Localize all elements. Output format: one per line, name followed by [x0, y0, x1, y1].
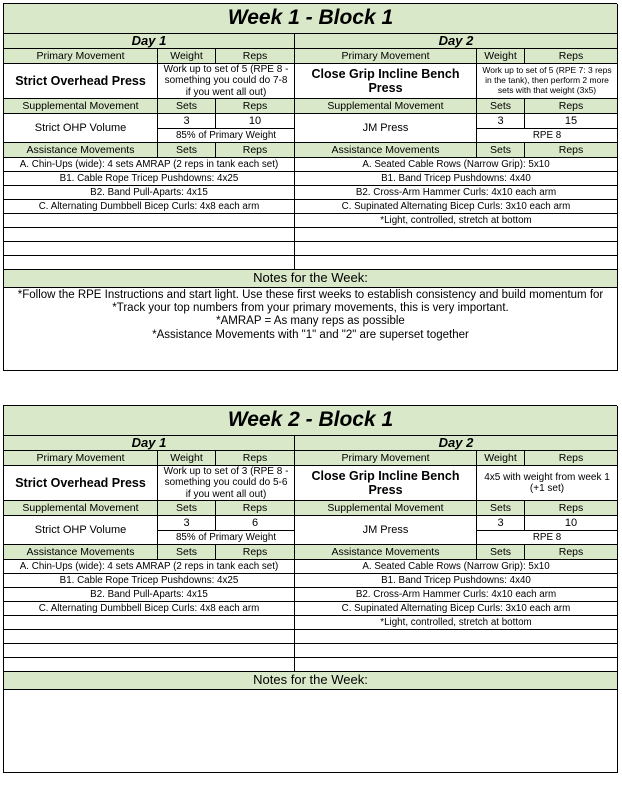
reps-header: Reps [525, 545, 618, 560]
week-title: Week 1 - Block 1 [4, 4, 618, 34]
sets-header: Sets [158, 143, 216, 158]
day-1-header: Day 1 [4, 34, 295, 49]
day-2-assistance-row: C. Supinated Alternating Bicep Curls: 3x10 each arm [295, 200, 618, 214]
day-1-supplemental-reps: 6 [216, 516, 295, 531]
day-1-header: Day 1 [4, 436, 295, 451]
day-2-supplemental-reps: 10 [525, 516, 618, 531]
day-2-supplemental-movement: JM Press [295, 114, 477, 143]
day-2-supplemental-sets: 3 [477, 516, 525, 531]
day-2-supplemental-note: RPE 8 [477, 531, 618, 545]
day-2-assistance-row: *Light, controlled, stretch at bottom [295, 214, 618, 228]
day-1-assistance-row [4, 644, 295, 658]
day-2-primary-movement: Close Grip Incline Bench Press [295, 466, 477, 501]
supplemental-movement-header: Supplemental Movement [4, 99, 158, 114]
day-2-supplemental-reps: 15 [525, 114, 618, 129]
reps-header: Reps [216, 451, 295, 466]
assistance-movements-header: Assistance Movements [4, 143, 158, 158]
reps-header: Reps [216, 99, 295, 114]
day-2-assistance-row: A. Seated Cable Rows (Narrow Grip): 5x10 [295, 560, 618, 574]
sets-header: Sets [477, 143, 525, 158]
reps-header: Reps [216, 501, 295, 516]
day-1-supplemental-movement: Strict OHP Volume [4, 516, 158, 545]
day-1-assistance-row: B1. Cable Rope Tricep Pushdowns: 4x25 [4, 172, 295, 186]
day-1-assistance-row: C. Alternating Dumbbell Bicep Curls: 4x8 each arm [4, 602, 295, 616]
day-1-assistance-row [4, 228, 295, 242]
day-1-assistance-row [4, 630, 295, 644]
day-2-primary-scheme: Work up to set of 5 (RPE 7: 3 reps in the tank), then perform 2 more sets with that weight (3x5) [477, 64, 618, 99]
sets-header: Sets [477, 99, 525, 114]
day-1-assistance-row [4, 256, 295, 270]
weight-header: Weight [158, 49, 216, 64]
assistance-movements-header: Assistance Movements [4, 545, 158, 560]
day-1-assistance-row: C. Alternating Dumbbell Bicep Curls: 4x8 each arm [4, 200, 295, 214]
primary-movement-header: Primary Movement [295, 451, 477, 466]
sets-header: Sets [158, 501, 216, 516]
day-2-assistance-row [295, 658, 618, 672]
sets-header: Sets [477, 545, 525, 560]
weight-header: Weight [477, 451, 525, 466]
day-1-assistance-row: A. Chin-Ups (wide): 4 sets AMRAP (2 reps in tank each set) [4, 560, 295, 574]
day-1-supplemental-movement: Strict OHP Volume [4, 114, 158, 143]
day-2-assistance-row [295, 630, 618, 644]
reps-header: Reps [525, 451, 618, 466]
primary-movement-header: Primary Movement [295, 49, 477, 64]
reps-header: Reps [525, 99, 618, 114]
day-1-assistance-row: A. Chin-Ups (wide): 4 sets AMRAP (2 reps in tank each set) [4, 158, 295, 172]
reps-header: Reps [216, 545, 295, 560]
day-1-supplemental-note: 85% of Primary Weight [158, 531, 295, 545]
sets-header: Sets [158, 545, 216, 560]
day-1-assistance-row: B2. Band Pull-Aparts: 4x15 [4, 588, 295, 602]
notes-header: Notes for the Week: [4, 672, 618, 690]
day-1-supplemental-reps: 10 [216, 114, 295, 129]
weight-header: Weight [477, 49, 525, 64]
reps-header: Reps [525, 143, 618, 158]
day-1-supplemental-note: 85% of Primary Weight [158, 129, 295, 143]
day-1-supplemental-sets: 3 [158, 114, 216, 129]
day-2-assistance-row: *Light, controlled, stretch at bottom [295, 616, 618, 630]
day-1-assistance-row [4, 616, 295, 630]
reps-header: Reps [525, 501, 618, 516]
day-1-assistance-row: B2. Band Pull-Aparts: 4x15 [4, 186, 295, 200]
reps-header: Reps [216, 49, 295, 64]
day-2-primary-movement: Close Grip Incline Bench Press [295, 64, 477, 99]
day-2-assistance-row: A. Seated Cable Rows (Narrow Grip): 5x10 [295, 158, 618, 172]
notes-body [4, 690, 618, 773]
day-1-assistance-row: B1. Cable Rope Tricep Pushdowns: 4x25 [4, 574, 295, 588]
notes-header: Notes for the Week: [4, 270, 618, 288]
day-2-assistance-row: B2. Cross-Arm Hammer Curls: 4x10 each arm [295, 186, 618, 200]
day-2-assistance-row [295, 242, 618, 256]
day-2-assistance-row [295, 228, 618, 242]
supplemental-movement-header: Supplemental Movement [295, 99, 477, 114]
day-1-assistance-row [4, 658, 295, 672]
note-line: *AMRAP = As many reps as possible [216, 315, 405, 328]
day-2-assistance-row [295, 644, 618, 658]
day-2-primary-scheme: 4x5 with weight from week 1 (+1 set) [477, 466, 618, 501]
day-2-supplemental-movement: JM Press [295, 516, 477, 545]
day-2-assistance-row: B2. Cross-Arm Hammer Curls: 4x10 each arm [295, 588, 618, 602]
assistance-movements-header: Assistance Movements [295, 545, 477, 560]
day-2-assistance-row: C. Supinated Alternating Bicep Curls: 3x10 each arm [295, 602, 618, 616]
day-2-header: Day 2 [295, 34, 618, 49]
sets-header: Sets [477, 501, 525, 516]
notes-body [4, 288, 618, 371]
day-2-header: Day 2 [295, 436, 618, 451]
supplemental-movement-header: Supplemental Movement [295, 501, 477, 516]
day-2-supplemental-note: RPE 8 [477, 129, 618, 143]
day-1-supplemental-sets: 3 [158, 516, 216, 531]
reps-header: Reps [525, 49, 618, 64]
day-1-assistance-row [4, 214, 295, 228]
sets-header: Sets [158, 99, 216, 114]
weight-header: Weight [158, 451, 216, 466]
primary-movement-header: Primary Movement [4, 451, 158, 466]
day-1-primary-scheme: Work up to set of 5 (RPE 8 - something you could do 7-8 if you went all out) [158, 64, 295, 99]
primary-movement-header: Primary Movement [4, 49, 158, 64]
reps-header: Reps [216, 143, 295, 158]
day-2-assistance-row [295, 256, 618, 270]
day-1-primary-movement: Strict Overhead Press [4, 64, 158, 99]
note-line: *Assistance Movements with "1" and "2" are superset together [152, 328, 469, 341]
note-line: *Track your top numbers from your primary movements, this is very important. [112, 302, 509, 315]
day-1-assistance-row [4, 242, 295, 256]
day-2-assistance-row: B1. Band Tricep Pushdowns: 4x40 [295, 574, 618, 588]
day-1-primary-scheme: Work up to set of 3 (RPE 8 - something you could do 5-6 if you went all out) [158, 466, 295, 501]
day-2-assistance-row: B1. Band Tricep Pushdowns: 4x40 [295, 172, 618, 186]
note-line: *Follow the RPE Instructions and start light. Use these first weeks to establish consistency and build momentum for [17, 289, 604, 301]
assistance-movements-header: Assistance Movements [295, 143, 477, 158]
day-2-supplemental-sets: 3 [477, 114, 525, 129]
week-title: Week 2 - Block 1 [4, 406, 618, 436]
supplemental-movement-header: Supplemental Movement [4, 501, 158, 516]
day-1-primary-movement: Strict Overhead Press [4, 466, 158, 501]
